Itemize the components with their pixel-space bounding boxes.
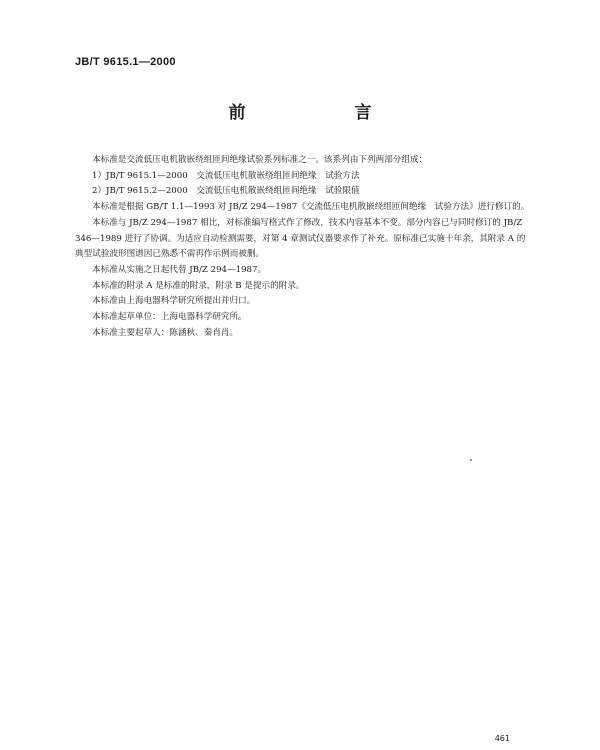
page-title: 前 言: [228, 103, 418, 123]
paragraph-annex: 本标准的附录 A 是标准的附录，附录 B 是提示的附录。: [92, 280, 305, 291]
paragraph-intro: 本标准是交流低压电机散嵌绕组匝间绝缘试验系列标准之一。该系列由下列两部分组成：: [92, 155, 428, 165]
paragraph-proposer: 本标准由上海电器科学研究所提出并归口。: [92, 296, 256, 307]
paragraph-drafters: 本标准主要起草人：陈涵秋、秦肖肖。: [92, 327, 239, 338]
list-item-part-2: 2）JB/T 9615.2—2000 交流低压电机散嵌绕组匝间绝缘 试验限值: [92, 186, 360, 197]
list-item-part-1: 1）JB/T 9615.1—2000 交流低压电机散嵌绕组匝间绝缘 试验方法: [92, 170, 360, 181]
scan-speck: [470, 459, 472, 461]
standard-code: JB/T 9615.1—2000: [75, 56, 176, 68]
document-body: [75, 153, 530, 341]
paragraph-basis: 本标准是根据 GB/T 1.1—1993 对 JB/Z 294—1987《交流低压电机散嵌绕组匝间绝缘 试验方法》进行修订的。: [92, 202, 530, 213]
page-number: 461: [494, 734, 510, 743]
paragraph-replacement: 本标准从实施之日起代替 JB/Z 294—1987。: [92, 264, 267, 275]
paragraph-drafting-unit: 本标准起草单位：上海电器科学研究所。: [92, 312, 247, 323]
paragraph-changes: 本标准与 JB/Z 294—1987 相比，对标准编写格式作了修改，技术内容基本不变。部分内容已与同时修订的 JB/Z 346—1989 进行了协调。为适应自动检测需要，对第 4 章测试仪器要求作了补充。原标准已实施十年余，其附录 A 的典型试验波形图谱因已熟悉不需再作示例而被删。: [75, 217, 526, 260]
